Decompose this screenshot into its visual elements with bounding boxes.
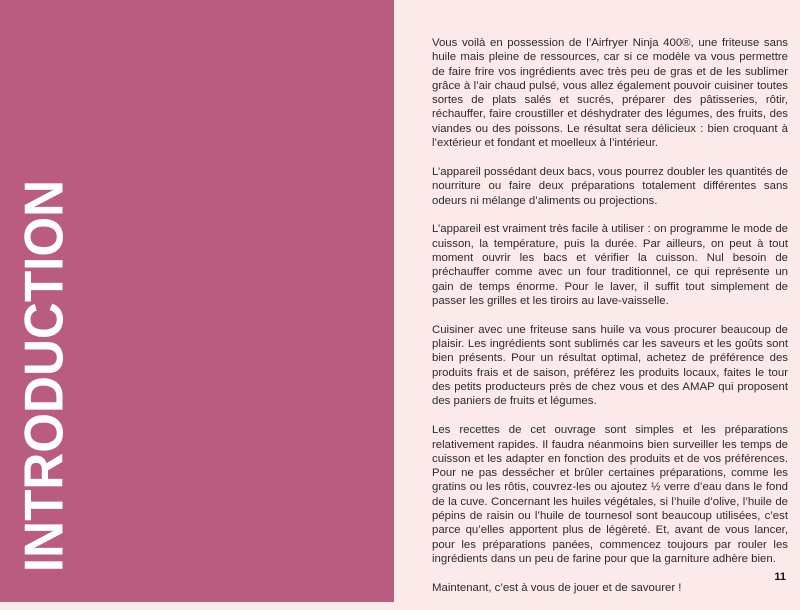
chapter-title: INTRODUCTION bbox=[12, 179, 75, 573]
title-panel bbox=[0, 0, 394, 602]
paragraph-intro: Vous voilà en possession de l’Airfryer Ninja 400®, une friteuse sans huile mais pleine de ressources, car si ce modèle va vous permettre de faire frire vos ingrédients avec très peu de gras et de les sublimer grâce à l’air chaud pulsé, vous allez également pouvoir cuisiner toutes sortes de plats salés et sucrés, préparer des pâtisseries, rôtir, réchauffer, faire croustiller et déshydrater des légumes, des fruits, des viandes ou des poissons. Le résultat sera délicieux : bien croquant à l’extérieur et fondant et moelleux à l’intérieur. bbox=[432, 37, 788, 150]
paragraph-two-drawers: L’appareil possédant deux bacs, vous pourrez doubler les quantités de nourriture ou faire deux préparations totalement différentes sans odeurs ni mélange d’aliments ou projections. bbox=[432, 165, 788, 207]
paragraph-cooking-pleasure: Cuisiner avec une friteuse sans huile va vous procurer beaucoup de plaisir. Les ingrédients sont sublimés car les saveurs et les goûts sont bien présents. Pour un résultat optimal, achetez de préférence des produits frais et de saison, préférez les produits locaux, faites le tour des petits producteurs près de chez vous et des AMAP qui proposent des paniers de fruits et légumes. bbox=[432, 323, 788, 408]
page-number: 11 bbox=[774, 571, 786, 583]
paragraph-ease-of-use: L’appareil est vraiment très facile à utiliser : on programme le mode de cuisson, la température, puis la durée. Par ailleurs, on peut à tout moment ouvrir les bacs et vérifier la cuisson. Nul besoin de préchauffer comme avec un four traditionnel, ce qui représente un gain de temps énorme. Pour le laver, il suffit tout simplement de passer les grilles et les tiroirs au lave-vaisselle. bbox=[432, 223, 788, 307]
paragraph-recipes-tips: Les recettes de cet ouvrage sont simples et les préparations relativement rapides. Il faudra néanmoins bien surveiller les temps de cuisson et les adapter en fonction des produits et de vos préférences. Pour ne pas dessécher et brûler certaines préparations, comme les gratins ou les rôtis, couvrez-les ou ajoutez ½ verre d’eau dans le fond de la cuve. Concernant les huiles végétales, si l’huile d’olive, l’huile de pépins de raisin ou l’huile de tournesol sont beaucoup utilisées, c’est parce qu’elles apportent plus de légèreté. Et, avant de vous lancer, pour les préparations panées, commencez toujours par rouler les ingrédients dans un peu de farine pour que la garniture adhère bien. bbox=[432, 424, 788, 565]
paragraph-closing: Maintenant, c’est à vous de jouer et de savourer ! bbox=[432, 581, 682, 594]
body-text bbox=[432, 36, 788, 610]
